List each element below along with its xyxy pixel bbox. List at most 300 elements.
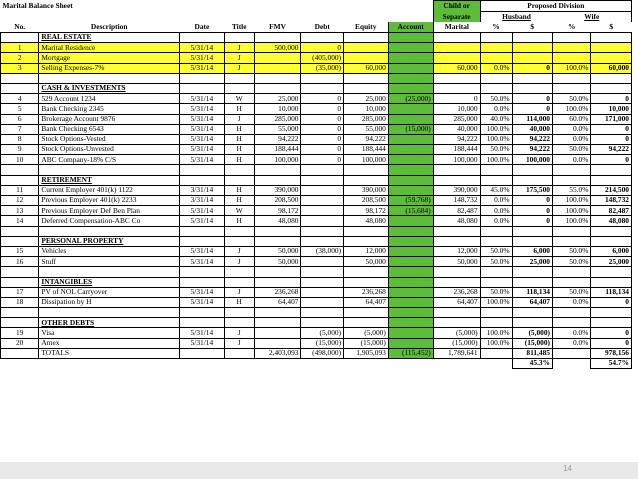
cell-empty bbox=[254, 73, 301, 83]
cell-equity bbox=[344, 43, 389, 53]
cell-date: 5/31/14 bbox=[180, 114, 225, 124]
table-row bbox=[1, 114, 632, 124]
table-row bbox=[1, 134, 632, 144]
cell-empty bbox=[301, 83, 344, 93]
col-fmv: FMV bbox=[269, 22, 286, 31]
cell-empty bbox=[344, 308, 389, 318]
cell-debt bbox=[301, 216, 344, 226]
cell-empty bbox=[480, 277, 512, 287]
cell-wife-dollar bbox=[591, 43, 632, 53]
cell-empty bbox=[512, 226, 552, 236]
col-date: Date bbox=[194, 22, 210, 31]
cell-child bbox=[388, 277, 433, 287]
cell-fmv: 50,000 bbox=[254, 246, 301, 256]
table-row bbox=[1, 338, 632, 348]
cell-child bbox=[388, 43, 433, 53]
cell-description: Dissipation by H bbox=[39, 297, 180, 307]
cell-empty bbox=[180, 267, 225, 277]
cell-empty bbox=[512, 175, 552, 185]
cell-fmv: 55,000 bbox=[254, 124, 301, 134]
cell-husband-pct: 50.0% bbox=[480, 287, 512, 297]
cell-wife-dollar: 25,000 bbox=[591, 257, 632, 267]
cell-empty bbox=[1, 226, 39, 236]
cell-child bbox=[388, 53, 433, 63]
cell-wife-pct: 60.0% bbox=[553, 114, 591, 124]
table-row bbox=[1, 246, 632, 256]
cell-date: 5/31/14 bbox=[180, 216, 225, 226]
cell-marital bbox=[433, 53, 480, 63]
cell-empty bbox=[180, 226, 225, 236]
cell-empty bbox=[180, 359, 225, 369]
cell-fmv: 100,000 bbox=[254, 155, 301, 165]
cell-no: 3 bbox=[1, 63, 39, 73]
percent-row bbox=[1, 359, 632, 369]
cell-no: 7 bbox=[1, 124, 39, 134]
cell-no: 12 bbox=[1, 196, 39, 206]
cell-fmv: 500,000 bbox=[254, 43, 301, 53]
cell-marital: 64,407 bbox=[433, 297, 480, 307]
cell-empty bbox=[39, 73, 180, 83]
cell-date: 5/31/14 bbox=[180, 287, 225, 297]
cell-title: J bbox=[224, 114, 254, 124]
cell-empty bbox=[344, 226, 389, 236]
cell-empty bbox=[344, 236, 389, 246]
section-label-text: INTANGIBLES bbox=[41, 277, 93, 286]
blank-row bbox=[1, 165, 632, 175]
cell-empty bbox=[224, 83, 254, 93]
cell-child bbox=[388, 63, 433, 73]
cell-child bbox=[388, 216, 433, 226]
cell-marital: 10,000 bbox=[433, 104, 480, 114]
col-description: Description bbox=[90, 22, 128, 31]
cell-description: Stock Options-Vested bbox=[39, 134, 180, 144]
cell-description: Selling Expenses-7% bbox=[39, 63, 180, 73]
cell-husband-pct: 100.0% bbox=[480, 338, 512, 348]
cell-child bbox=[388, 145, 433, 155]
cell-no: 8 bbox=[1, 134, 39, 144]
table-row bbox=[1, 94, 632, 104]
cell-marital: 48,080 bbox=[433, 216, 480, 226]
section-label bbox=[39, 236, 180, 246]
cell-equity: 285,000 bbox=[344, 114, 389, 124]
cell-date: 3/31/14 bbox=[180, 196, 225, 206]
cell-child bbox=[388, 318, 433, 328]
cell-no: 19 bbox=[1, 328, 39, 338]
cell-empty bbox=[180, 236, 225, 246]
cell-no bbox=[1, 33, 39, 43]
cell-wife-pct: 0.0% bbox=[553, 297, 591, 307]
cell-husband-dollar: 0 bbox=[512, 216, 552, 226]
cell-empty bbox=[39, 359, 180, 369]
cell-empty bbox=[591, 175, 632, 185]
section-label bbox=[39, 277, 180, 287]
cell-title bbox=[224, 348, 254, 358]
cell-husband-dollar: 0 bbox=[512, 104, 552, 114]
cell-date: 5/31/14 bbox=[180, 297, 225, 307]
cell-debt: (498,000) bbox=[301, 348, 344, 358]
cell-husband-pct bbox=[480, 53, 512, 63]
cell-fmv: 188,444 bbox=[254, 145, 301, 155]
cell-debt: 0 bbox=[301, 124, 344, 134]
child-header-2: Separate bbox=[433, 12, 480, 23]
cell-empty bbox=[39, 267, 180, 277]
blank-row bbox=[1, 226, 632, 236]
cell-equity: 25,000 bbox=[344, 94, 389, 104]
cell-no: 10 bbox=[1, 155, 39, 165]
cell-description: Bank Checking 2345 bbox=[39, 104, 180, 114]
cell-husband-pct bbox=[480, 43, 512, 53]
cell-empty bbox=[512, 33, 552, 43]
cell-date: 5/31/14 bbox=[180, 257, 225, 267]
cell-wife-pct: 100.0% bbox=[553, 216, 591, 226]
section-label bbox=[39, 175, 180, 185]
cell-empty bbox=[512, 318, 552, 328]
cell-husband-dollar: 94,222 bbox=[512, 145, 552, 155]
cell-wife-dollar: 118,134 bbox=[591, 287, 632, 297]
cell-empty bbox=[344, 359, 389, 369]
cell-wife-dollar: 0 bbox=[591, 338, 632, 348]
cell-empty bbox=[301, 73, 344, 83]
cell-empty bbox=[591, 277, 632, 287]
cell-husband-dollar: 118,134 bbox=[512, 287, 552, 297]
cell-description: TOTALS bbox=[39, 348, 180, 358]
cell-empty bbox=[433, 277, 480, 287]
cell-fmv bbox=[254, 63, 301, 73]
cell-wife-dollar: 48,080 bbox=[591, 216, 632, 226]
cell-wife-pct: 0.0% bbox=[553, 134, 591, 144]
cell-fmv bbox=[254, 328, 301, 338]
cell-husband-dollar: (15,000) bbox=[512, 338, 552, 348]
cell-wife-pct bbox=[553, 53, 591, 63]
cell-empty bbox=[224, 175, 254, 185]
cell-description: Mortgage bbox=[39, 53, 180, 63]
cell-equity: 188,444 bbox=[344, 145, 389, 155]
cell-child bbox=[388, 83, 433, 93]
cell-title: J bbox=[224, 53, 254, 63]
cell-fmv: 2,403,093 bbox=[254, 348, 301, 358]
cell-empty bbox=[388, 359, 433, 369]
cell-fmv: 48,080 bbox=[254, 216, 301, 226]
cell-equity: 98,172 bbox=[344, 206, 389, 216]
table-row bbox=[1, 297, 632, 307]
cell-wife-dollar: 0 bbox=[591, 134, 632, 144]
cell-equity: 1,905,093 bbox=[344, 348, 389, 358]
cell-child bbox=[388, 185, 433, 195]
cell-child bbox=[388, 328, 433, 338]
cell-wife-pct: 50.0% bbox=[553, 287, 591, 297]
cell-empty bbox=[480, 236, 512, 246]
cell-marital: 12,000 bbox=[433, 246, 480, 256]
cell-empty bbox=[180, 33, 225, 43]
cell-empty bbox=[180, 308, 225, 318]
cell-empty bbox=[180, 318, 225, 328]
cell-empty bbox=[254, 33, 301, 43]
cell-husband-dollar: 100,000 bbox=[512, 155, 552, 165]
cell-date: 5/31/14 bbox=[180, 104, 225, 114]
cell-title: J bbox=[224, 257, 254, 267]
cell-debt bbox=[301, 185, 344, 195]
cell-child bbox=[388, 155, 433, 165]
cell-child bbox=[388, 175, 433, 185]
cell-wife-pct: 50.0% bbox=[553, 145, 591, 155]
cell-wife-pct: 100.0% bbox=[553, 63, 591, 73]
cell-empty bbox=[480, 165, 512, 175]
cell-equity: 50,000 bbox=[344, 257, 389, 267]
cell-empty bbox=[433, 175, 480, 185]
cell-debt: 0 bbox=[301, 145, 344, 155]
cell-date: 5/31/14 bbox=[180, 134, 225, 144]
cell-empty bbox=[553, 33, 591, 43]
cell-child bbox=[388, 267, 433, 277]
cell-child bbox=[388, 104, 433, 114]
cell-empty bbox=[224, 308, 254, 318]
cell-child: (15,684) bbox=[388, 206, 433, 216]
cell-child: (15,000) bbox=[388, 124, 433, 134]
cell-empty bbox=[1, 308, 39, 318]
cell-husband-pct: 100.0% bbox=[480, 155, 512, 165]
table-row bbox=[1, 43, 632, 53]
cell-title: J bbox=[224, 287, 254, 297]
cell-empty bbox=[553, 83, 591, 93]
cell-debt bbox=[301, 297, 344, 307]
cell-debt: 0 bbox=[301, 134, 344, 144]
cell-description: Amex bbox=[39, 338, 180, 348]
cell-empty bbox=[301, 277, 344, 287]
col-wife-pct: % bbox=[567, 22, 576, 31]
cell-date: 5/31/14 bbox=[180, 246, 225, 256]
cell-empty bbox=[301, 359, 344, 369]
cell-empty bbox=[180, 165, 225, 175]
cell-empty bbox=[433, 318, 480, 328]
cell-empty bbox=[512, 277, 552, 287]
cell-empty bbox=[480, 226, 512, 236]
footer-bar bbox=[0, 462, 638, 479]
table-row bbox=[1, 257, 632, 267]
cell-wife-pct: 50.0% bbox=[553, 246, 591, 256]
cell-description: 529 Account 1234 bbox=[39, 94, 180, 104]
cell-wife-dollar: 978,156 bbox=[591, 348, 632, 358]
sheet-title: Marital Balance Sheet bbox=[2, 0, 73, 10]
cell-title: H bbox=[224, 104, 254, 114]
cell-debt: 0 bbox=[301, 155, 344, 165]
cell-date: 5/31/14 bbox=[180, 328, 225, 338]
cell-equity: 390,000 bbox=[344, 185, 389, 195]
table-row bbox=[1, 155, 632, 165]
cell-husband-pct: 100.0% bbox=[480, 134, 512, 144]
cell-empty bbox=[553, 175, 591, 185]
cell-wife-dollar: 82,487 bbox=[591, 206, 632, 216]
cell-title: W bbox=[224, 206, 254, 216]
cell-wife-pct bbox=[553, 348, 591, 358]
cell-empty bbox=[180, 175, 225, 185]
cell-wife-dollar: 0 bbox=[591, 94, 632, 104]
cell-equity: (15,000) bbox=[344, 338, 389, 348]
cell-empty bbox=[591, 318, 632, 328]
cell-husband-dollar: 0 bbox=[512, 206, 552, 216]
cell-debt: (35,000) bbox=[301, 63, 344, 73]
cell-empty bbox=[301, 308, 344, 318]
cell-empty bbox=[301, 318, 344, 328]
cell-child bbox=[388, 297, 433, 307]
cell-debt: 0 bbox=[301, 114, 344, 124]
section-label bbox=[39, 33, 180, 43]
cell-description: Current Employer 401(k) 1122 bbox=[39, 185, 180, 195]
cell-wife-dollar: 0 bbox=[591, 155, 632, 165]
cell-wife-pct: 0.0% bbox=[553, 328, 591, 338]
cell-husband-dollar bbox=[512, 43, 552, 53]
cell-empty bbox=[591, 73, 632, 83]
cell-empty bbox=[254, 165, 301, 175]
cell-no: 14 bbox=[1, 216, 39, 226]
cell-equity: 55,000 bbox=[344, 124, 389, 134]
section-row bbox=[1, 277, 632, 287]
cell-wife-pct: 100.0% bbox=[553, 206, 591, 216]
cell-husband-pct: 0.0% bbox=[480, 63, 512, 73]
cell-wife-pct: 50.0% bbox=[553, 94, 591, 104]
cell-wife-pct: 0.0% bbox=[553, 155, 591, 165]
cell-debt: (15,000) bbox=[301, 338, 344, 348]
cell-empty bbox=[553, 226, 591, 236]
cell-empty bbox=[254, 318, 301, 328]
cell-child bbox=[388, 73, 433, 83]
cell-empty bbox=[224, 236, 254, 246]
cell-empty bbox=[39, 165, 180, 175]
cell-empty bbox=[1, 267, 39, 277]
cell-debt: 0 bbox=[301, 94, 344, 104]
cell-no bbox=[1, 318, 39, 328]
cell-empty bbox=[224, 165, 254, 175]
cell-wife-dollar bbox=[591, 53, 632, 63]
cell-empty bbox=[301, 236, 344, 246]
cell-empty bbox=[254, 175, 301, 185]
cell-wife-dollar: 214,500 bbox=[591, 185, 632, 195]
cell-debt: (405,000) bbox=[301, 53, 344, 63]
cell-no: 9 bbox=[1, 145, 39, 155]
cell-husband-dollar: 0 bbox=[512, 196, 552, 206]
section-label-text: REAL ESTATE bbox=[41, 32, 92, 42]
cell-marital: (15,000) bbox=[433, 338, 480, 348]
cell-fmv: 285,000 bbox=[254, 114, 301, 124]
cell-no: 17 bbox=[1, 287, 39, 297]
cell-wife-pct: 100.0% bbox=[553, 104, 591, 114]
cell-no bbox=[1, 236, 39, 246]
cell-equity: (5,000) bbox=[344, 328, 389, 338]
cell-empty bbox=[553, 359, 591, 369]
cell-debt: (38,000) bbox=[301, 246, 344, 256]
totals-row bbox=[1, 348, 632, 358]
cell-marital: 188,444 bbox=[433, 145, 480, 155]
cell-description: Previous Employer 401(k) 2233 bbox=[39, 196, 180, 206]
cell-empty bbox=[344, 83, 389, 93]
cell-date: 5/31/14 bbox=[180, 155, 225, 165]
cell-no: 18 bbox=[1, 297, 39, 307]
cell-fmv: 208,500 bbox=[254, 196, 301, 206]
cell-empty bbox=[224, 226, 254, 236]
cell-child: (25,000) bbox=[388, 94, 433, 104]
col-marital: Marital bbox=[444, 22, 469, 31]
cell-husband-dollar: 40,000 bbox=[512, 124, 552, 134]
cell-husband-dollar: 114,000 bbox=[512, 114, 552, 124]
cell-child bbox=[388, 165, 433, 175]
cell-empty bbox=[480, 359, 512, 369]
section-label bbox=[39, 83, 180, 93]
cell-empty bbox=[480, 73, 512, 83]
cell-empty bbox=[344, 267, 389, 277]
section-label bbox=[39, 318, 180, 328]
cell-no: 16 bbox=[1, 257, 39, 267]
cell-equity: 60,000 bbox=[344, 63, 389, 73]
cell-no: 6 bbox=[1, 114, 39, 124]
cell-no: 1 bbox=[1, 43, 39, 53]
cell-husband-pct: 0.0% bbox=[480, 206, 512, 216]
cell-empty bbox=[512, 165, 552, 175]
cell-empty bbox=[433, 236, 480, 246]
cell-description: Deferred Compensation-ABC Co bbox=[39, 216, 180, 226]
cell-empty bbox=[553, 73, 591, 83]
cell-empty bbox=[553, 308, 591, 318]
cell-title: J bbox=[224, 246, 254, 256]
cell-debt bbox=[301, 196, 344, 206]
cell-empty bbox=[433, 33, 480, 43]
wife-percent: 54.7% bbox=[591, 359, 632, 369]
cell-empty bbox=[512, 83, 552, 93]
cell-no bbox=[1, 348, 39, 358]
cell-empty bbox=[553, 318, 591, 328]
cell-date: 5/31/14 bbox=[180, 63, 225, 73]
cell-equity: 100,000 bbox=[344, 155, 389, 165]
cell-fmv: 94,222 bbox=[254, 134, 301, 144]
cell-husband-pct: 100.0% bbox=[480, 297, 512, 307]
cell-empty bbox=[301, 226, 344, 236]
cell-empty bbox=[1, 73, 39, 83]
cell-empty bbox=[591, 236, 632, 246]
cell-marital: 390,000 bbox=[433, 185, 480, 195]
cell-child bbox=[388, 33, 433, 43]
cell-equity: 236,268 bbox=[344, 287, 389, 297]
section-label-text: PERSONAL PROPERTY bbox=[41, 236, 124, 246]
cell-title: J bbox=[224, 338, 254, 348]
cell-empty bbox=[433, 267, 480, 277]
cell-title: H bbox=[224, 297, 254, 307]
cell-husband-dollar: 811,485 bbox=[512, 348, 552, 358]
cell-no bbox=[1, 277, 39, 287]
cell-wife-dollar: 0 bbox=[591, 297, 632, 307]
cell-date: 5/31/14 bbox=[180, 43, 225, 53]
cell-empty bbox=[301, 165, 344, 175]
cell-empty bbox=[254, 359, 301, 369]
cell-child bbox=[388, 226, 433, 236]
section-row bbox=[1, 33, 632, 43]
cell-description: Vehicles bbox=[39, 246, 180, 256]
table-row bbox=[1, 287, 632, 297]
cell-child bbox=[388, 257, 433, 267]
proposed-division-header: Proposed Division bbox=[480, 1, 631, 12]
cell-no: 20 bbox=[1, 338, 39, 348]
cell-empty bbox=[433, 226, 480, 236]
cell-empty bbox=[254, 226, 301, 236]
cell-equity: 48,080 bbox=[344, 216, 389, 226]
cell-empty bbox=[591, 165, 632, 175]
blank-row bbox=[1, 267, 632, 277]
cell-equity: 10,000 bbox=[344, 104, 389, 114]
col-husband-dollar: $ bbox=[530, 22, 535, 31]
cell-wife-dollar: 94,222 bbox=[591, 145, 632, 155]
cell-date: 5/31/14 bbox=[180, 206, 225, 216]
cell-empty bbox=[254, 83, 301, 93]
cell-empty bbox=[254, 267, 301, 277]
cell-fmv bbox=[254, 53, 301, 63]
table-row bbox=[1, 185, 632, 195]
